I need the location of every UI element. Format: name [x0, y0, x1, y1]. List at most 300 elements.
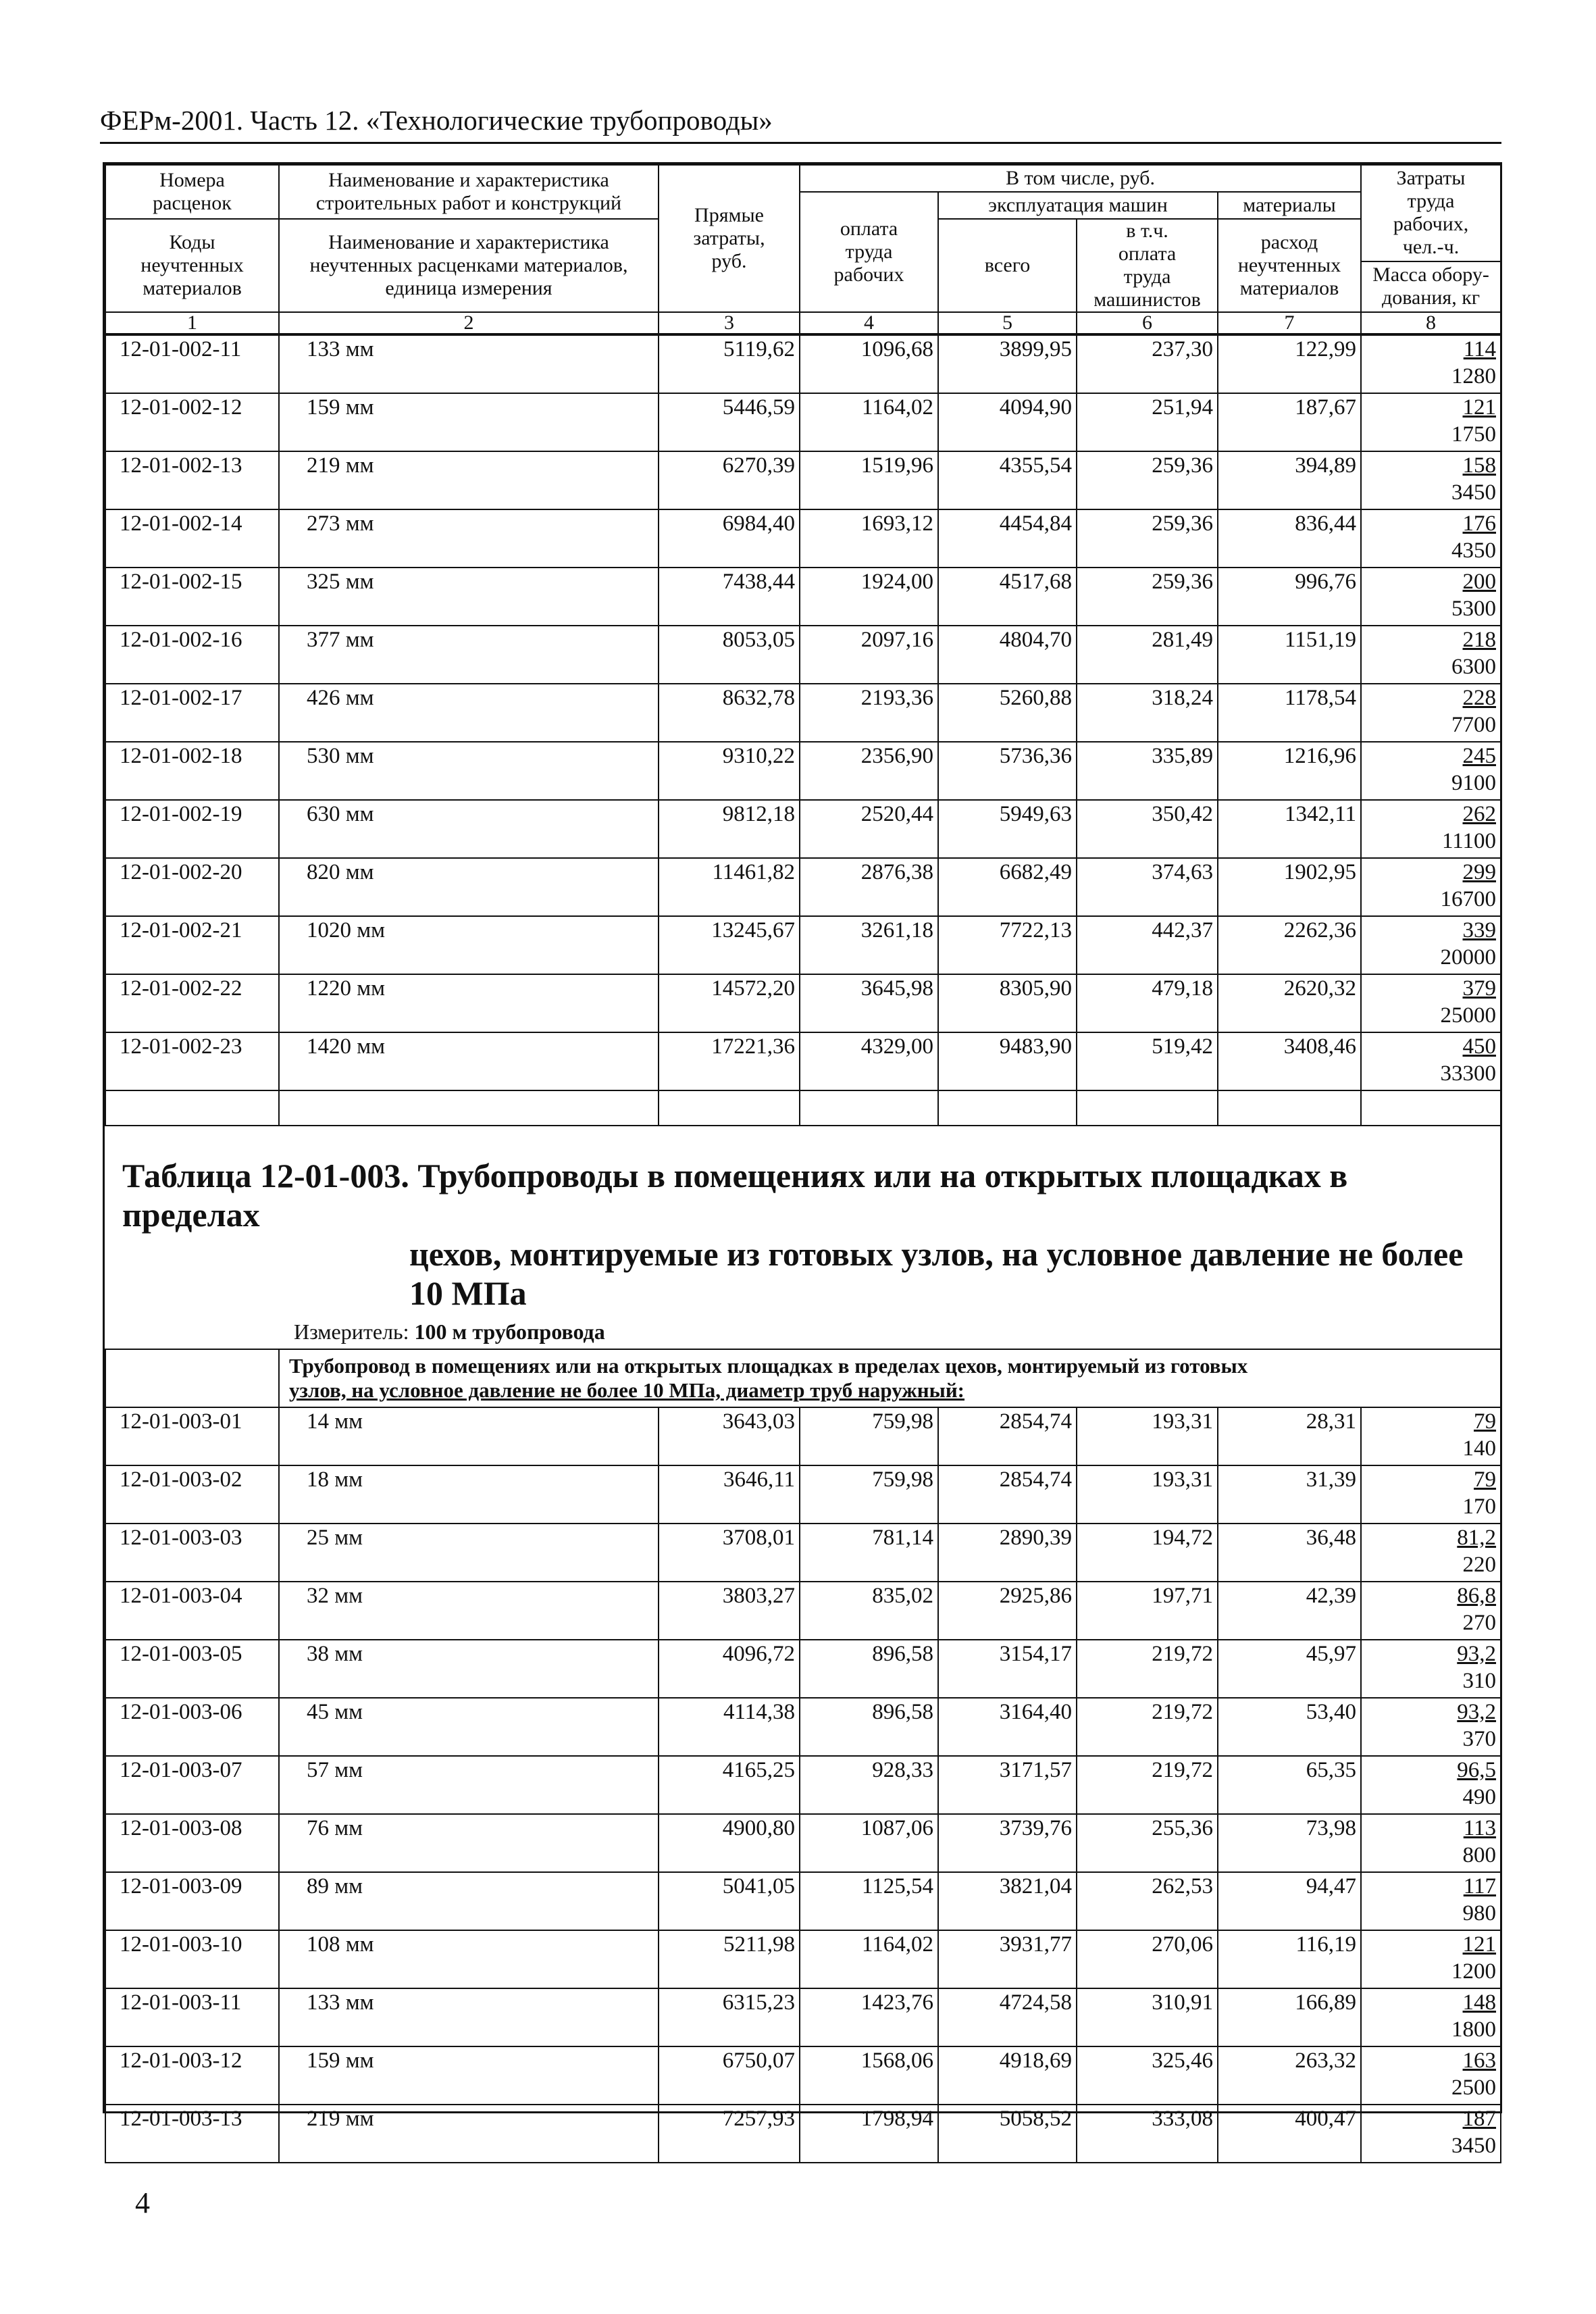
labor-hours-mass-cell: [1361, 1988, 1501, 2046]
materials-cost-cell: 166,89: [1218, 1988, 1361, 2046]
machines-total-cell: 2854,74: [938, 1407, 1077, 1465]
table-12-01-003-heading: [105, 1126, 1500, 1349]
labor-hours-value: 187: [1462, 2107, 1497, 2131]
rate-code-cell: 12-01-002-21: [105, 916, 279, 974]
table-row: [105, 800, 1501, 858]
rate-code-cell: 12-01-003-01: [105, 1407, 279, 1465]
labor-hours-value: 245: [1462, 744, 1496, 768]
table-12-01-002-rows: [105, 334, 1501, 1126]
operator-pay-cell: 333,08: [1077, 2105, 1218, 2163]
labor-hours-value: 176: [1462, 511, 1496, 536]
col-machines-total-header: всего: [938, 219, 1077, 312]
labor-hours-value: 262: [1462, 802, 1496, 826]
labor-hours-value: 158: [1462, 453, 1496, 478]
table-row: [105, 2105, 1501, 2163]
table-row: [105, 684, 1501, 742]
direct-costs-cell: 14572,20: [659, 974, 800, 1032]
labor-hours-value: 218: [1462, 628, 1496, 652]
pipe-diameter-cell: 530 мм: [279, 742, 659, 800]
worker-pay-cell: 896,58: [800, 1698, 938, 1756]
table-title: Таблица 12-01-003. Трубопроводы в помещениях или на открытых площадках в пределах цехов, монтируемые из готовых узлов, на условное давление не более 10 МПа: [122, 1157, 1464, 1312]
direct-costs-cell: 3708,01: [659, 1524, 800, 1582]
worker-pay-cell: 781,14: [800, 1524, 938, 1582]
col-worker-pay-header: оплата труда рабочих: [800, 192, 938, 312]
labor-hours-value: 148: [1462, 1990, 1497, 2015]
direct-costs-cell: 4165,25: [659, 1756, 800, 1814]
labor-hours-mass-cell: [1361, 393, 1501, 451]
col-equipment-mass-header: Масса обору- дования, кг: [1361, 261, 1501, 312]
pipe-diameter-cell: 159 мм: [279, 393, 659, 451]
direct-costs-cell: 8632,78: [659, 684, 800, 742]
labor-hours-mass-cell: [1361, 974, 1501, 1032]
pipe-diameter-cell: 219 мм: [279, 451, 659, 509]
rate-code-cell: 12-01-002-14: [105, 509, 279, 568]
direct-costs-cell: 5211,98: [659, 1930, 800, 1988]
machines-total-cell: 5949,63: [938, 800, 1077, 858]
labor-hours-value: 81,2: [1457, 1526, 1497, 1550]
direct-costs-cell: 17221,36: [659, 1032, 800, 1090]
equipment-mass-value: 310: [1462, 1669, 1497, 1693]
operator-pay-cell: 193,31: [1077, 1407, 1218, 1465]
pipe-diameter-cell: 159 мм: [279, 2046, 659, 2105]
pipe-diameter-cell: 133 мм: [279, 335, 659, 393]
rate-code-cell: 12-01-003-04: [105, 1582, 279, 1640]
direct-costs-cell: 3803,27: [659, 1582, 800, 1640]
direct-costs-cell: 4114,38: [659, 1698, 800, 1756]
labor-hours-mass-cell: [1361, 684, 1501, 742]
worker-pay-cell: 1087,06: [800, 1814, 938, 1872]
equipment-mass-value: 5300: [1451, 597, 1496, 621]
worker-pay-cell: 1164,02: [800, 1930, 938, 1988]
table-12-01-003-rows: [105, 1349, 1501, 2163]
direct-costs-cell: 11461,82: [659, 858, 800, 916]
operator-pay-cell: 270,06: [1077, 1930, 1218, 1988]
operator-pay-cell: 262,53: [1077, 1872, 1218, 1930]
rate-code-cell: 12-01-002-13: [105, 451, 279, 509]
machines-total-cell: 9483,90: [938, 1032, 1077, 1090]
equipment-mass-value: 11100: [1441, 829, 1496, 853]
rate-code-cell: 12-01-003-02: [105, 1465, 279, 1524]
pipe-diameter-cell: 25 мм: [279, 1524, 659, 1582]
labor-hours-value: 96,5: [1457, 1758, 1497, 1782]
rates-table-frame: [103, 162, 1502, 2158]
operator-pay-cell: 237,30: [1077, 335, 1218, 393]
group-machines-header: эксплуатация машин: [938, 192, 1218, 219]
labor-hours-value: 93,2: [1457, 1700, 1497, 1724]
table-row: [105, 858, 1501, 916]
equipment-mass-value: 20000: [1440, 945, 1496, 970]
direct-costs-cell: 5119,62: [659, 335, 800, 393]
direct-costs-cell: 3643,03: [659, 1407, 800, 1465]
operator-pay-cell: 255,36: [1077, 1814, 1218, 1872]
rate-code-cell: 12-01-003-13: [105, 2105, 279, 2163]
table-row: [105, 974, 1501, 1032]
machines-total-cell: 3164,40: [938, 1698, 1077, 1756]
col-material-code-header: Коды неучтенных материалов: [105, 219, 279, 312]
table-row: [105, 393, 1501, 451]
machines-total-cell: 2890,39: [938, 1524, 1077, 1582]
pipe-diameter-cell: 89 мм: [279, 1872, 659, 1930]
materials-cost-cell: 1151,19: [1218, 626, 1361, 684]
equipment-mass-value: 270: [1462, 1611, 1497, 1635]
equipment-mass-value: 140: [1462, 1436, 1497, 1461]
labor-hours-mass-cell: [1361, 1524, 1501, 1582]
equipment-mass-value: 800: [1462, 1843, 1497, 1867]
worker-pay-cell: 1096,68: [800, 335, 938, 393]
materials-cost-cell: 1902,95: [1218, 858, 1361, 916]
materials-cost-cell: 28,31: [1218, 1407, 1361, 1465]
machines-total-cell: 4724,58: [938, 1988, 1077, 2046]
operator-pay-cell: 193,31: [1077, 1465, 1218, 1524]
operator-pay-cell: 259,36: [1077, 568, 1218, 626]
labor-hours-value: 121: [1462, 395, 1496, 420]
rate-code-cell: 12-01-002-17: [105, 684, 279, 742]
rate-code-cell: 12-01-003-06: [105, 1698, 279, 1756]
machines-total-cell: 8305,90: [938, 974, 1077, 1032]
pipe-diameter-cell: 18 мм: [279, 1465, 659, 1524]
operator-pay-cell: 310,91: [1077, 1988, 1218, 2046]
machines-total-cell: 4355,54: [938, 451, 1077, 509]
pipe-diameter-cell: 1420 мм: [279, 1032, 659, 1090]
machines-total-cell: 5058,52: [938, 2105, 1077, 2163]
document-title: ФЕРм-2001. Часть 12. «Технологические трубопроводы»: [100, 105, 773, 136]
table-row: [105, 1582, 1501, 1640]
machines-total-cell: 2925,86: [938, 1582, 1077, 1640]
operator-pay-cell: 325,46: [1077, 2046, 1218, 2105]
pipe-diameter-cell: 219 мм: [279, 2105, 659, 2163]
table-row: [105, 1930, 1501, 1988]
labor-hours-mass-cell: [1361, 1582, 1501, 1640]
labor-hours-mass-cell: [1361, 1032, 1501, 1090]
direct-costs-cell: 7257,93: [659, 2105, 800, 2163]
rate-code-cell: 12-01-003-08: [105, 1814, 279, 1872]
col-materials-header: расход неучтенных материалов: [1218, 219, 1361, 312]
labor-hours-mass-cell: [1361, 916, 1501, 974]
equipment-mass-value: 2500: [1451, 2076, 1497, 2100]
table-row: [105, 1640, 1501, 1698]
equipment-mass-value: 4350: [1451, 538, 1496, 563]
worker-pay-cell: 896,58: [800, 1640, 938, 1698]
labor-hours-value: 117: [1463, 1874, 1497, 1898]
rate-code-cell: 12-01-002-23: [105, 1032, 279, 1090]
materials-cost-cell: 400,47: [1218, 2105, 1361, 2163]
direct-costs-cell: 6315,23: [659, 1988, 800, 2046]
materials-cost-cell: 53,40: [1218, 1698, 1361, 1756]
labor-hours-value: 339: [1462, 918, 1496, 942]
labor-hours-mass-cell: [1361, 2046, 1501, 2105]
machines-total-cell: 4094,90: [938, 393, 1077, 451]
materials-cost-cell: 394,89: [1218, 451, 1361, 509]
table-row: [105, 742, 1501, 800]
labor-hours-mass-cell: [1361, 1698, 1501, 1756]
equipment-mass-value: 490: [1462, 1785, 1497, 1809]
operator-pay-cell: 259,36: [1077, 509, 1218, 568]
rate-code-cell: 12-01-002-12: [105, 393, 279, 451]
operator-pay-cell: 374,63: [1077, 858, 1218, 916]
operator-pay-cell: 219,72: [1077, 1756, 1218, 1814]
table-row: [105, 2046, 1501, 2105]
worker-pay-cell: 3645,98: [800, 974, 938, 1032]
table-row: [105, 626, 1501, 684]
materials-cost-cell: 94,47: [1218, 1872, 1361, 1930]
labor-hours-mass-cell: [1361, 1407, 1501, 1465]
col-direct-costs-header: Прямые затраты, руб.: [659, 165, 800, 312]
machines-total-cell: 3821,04: [938, 1872, 1077, 1930]
machines-total-cell: 3171,57: [938, 1756, 1077, 1814]
materials-cost-cell: 1216,96: [1218, 742, 1361, 800]
operator-pay-cell: 519,42: [1077, 1032, 1218, 1090]
machines-total-cell: 3739,76: [938, 1814, 1077, 1872]
materials-cost-cell: 1178,54: [1218, 684, 1361, 742]
column-numbers-row: 1 2 3 4 5 6 7 8: [105, 312, 1501, 334]
labor-hours-value: 79: [1474, 1409, 1497, 1434]
labor-hours-value: 379: [1462, 976, 1496, 1001]
rate-code-cell: 12-01-003-10: [105, 1930, 279, 1988]
pipe-diameter-cell: 630 мм: [279, 800, 659, 858]
pipe-diameter-cell: 45 мм: [279, 1698, 659, 1756]
table-row: [105, 509, 1501, 568]
equipment-mass-value: 370: [1462, 1727, 1497, 1751]
direct-costs-cell: 4096,72: [659, 1640, 800, 1698]
rate-code-cell: 12-01-002-11: [105, 335, 279, 393]
labor-hours-mass-cell: [1361, 1465, 1501, 1524]
worker-pay-cell: 4329,00: [800, 1032, 938, 1090]
direct-costs-cell: 9812,18: [659, 800, 800, 858]
pipe-diameter-cell: 14 мм: [279, 1407, 659, 1465]
pipe-diameter-cell: 32 мм: [279, 1582, 659, 1640]
rate-code-cell: 12-01-003-07: [105, 1756, 279, 1814]
table-row: [105, 1407, 1501, 1465]
operator-pay-cell: 219,72: [1077, 1698, 1218, 1756]
direct-costs-cell: 7438,44: [659, 568, 800, 626]
rate-code-cell: 12-01-002-19: [105, 800, 279, 858]
worker-pay-cell: 2520,44: [800, 800, 938, 858]
pipe-diameter-cell: 273 мм: [279, 509, 659, 568]
materials-cost-cell: 263,32: [1218, 2046, 1361, 2105]
rate-code-cell: 12-01-002-18: [105, 742, 279, 800]
table-row: [105, 1465, 1501, 1524]
col-material-name-header: Наименование и характеристика неучтенных расценками материалов, единица измерения: [279, 219, 659, 312]
worker-pay-cell: 2356,90: [800, 742, 938, 800]
table-end-spacer: [105, 1090, 1501, 1126]
table-row: [105, 1872, 1501, 1930]
direct-costs-cell: 3646,11: [659, 1465, 800, 1524]
table-row: [105, 1756, 1501, 1814]
labor-hours-mass-cell: [1361, 335, 1501, 393]
operator-pay-cell: 442,37: [1077, 916, 1218, 974]
labor-hours-mass-cell: [1361, 1872, 1501, 1930]
operator-pay-cell: 251,94: [1077, 393, 1218, 451]
labor-hours-mass-cell: [1361, 1640, 1501, 1698]
machines-total-cell: 5736,36: [938, 742, 1077, 800]
rate-code-cell: 12-01-002-20: [105, 858, 279, 916]
materials-cost-cell: 996,76: [1218, 568, 1361, 626]
rate-code-cell: 12-01-002-22: [105, 974, 279, 1032]
operator-pay-cell: 197,71: [1077, 1582, 1218, 1640]
operator-pay-cell: 318,24: [1077, 684, 1218, 742]
rate-code-cell: 12-01-002-16: [105, 626, 279, 684]
rate-code-cell: 12-01-002-15: [105, 568, 279, 626]
labor-hours-mass-cell: [1361, 451, 1501, 509]
page-header: [100, 103, 1501, 144]
table-row: [105, 568, 1501, 626]
materials-cost-cell: 65,35: [1218, 1756, 1361, 1814]
machines-total-cell: 3899,95: [938, 335, 1077, 393]
rate-code-cell: 12-01-003-03: [105, 1524, 279, 1582]
labor-hours-value: 79: [1474, 1467, 1497, 1492]
labor-hours-mass-cell: [1361, 742, 1501, 800]
machines-total-cell: 7722,13: [938, 916, 1077, 974]
materials-cost-cell: 36,48: [1218, 1524, 1361, 1582]
labor-hours-value: 450: [1462, 1034, 1496, 1059]
machines-total-cell: 4804,70: [938, 626, 1077, 684]
direct-costs-cell: 9310,22: [659, 742, 800, 800]
machines-total-cell: 3931,77: [938, 1930, 1077, 1988]
direct-costs-cell: 4900,80: [659, 1814, 800, 1872]
machines-total-cell: 4517,68: [938, 568, 1077, 626]
materials-cost-cell: 2620,32: [1218, 974, 1361, 1032]
materials-cost-cell: 122,99: [1218, 335, 1361, 393]
materials-cost-cell: 3408,46: [1218, 1032, 1361, 1090]
labor-hours-mass-cell: [1361, 800, 1501, 858]
worker-pay-cell: 1519,96: [800, 451, 938, 509]
pipe-diameter-cell: 325 мм: [279, 568, 659, 626]
worker-pay-cell: 2876,38: [800, 858, 938, 916]
labor-hours-value: 163: [1462, 2048, 1497, 2073]
materials-cost-cell: 73,98: [1218, 1814, 1361, 1872]
direct-costs-cell: 6270,39: [659, 451, 800, 509]
rate-code-cell: 12-01-003-11: [105, 1988, 279, 2046]
pipeline-subheading: Трубопровод в помещениях или на открытых площадках в пределах цехов, монтируемый из готовых узлов, на условное давление не более 10 МПа, диаметр труб наружный:: [289, 1354, 1248, 1402]
materials-cost-cell: 31,39: [1218, 1465, 1361, 1524]
labor-hours-value: 93,2: [1457, 1642, 1497, 1666]
machines-total-cell: 3154,17: [938, 1640, 1077, 1698]
direct-costs-cell: 6750,07: [659, 2046, 800, 2105]
pipe-diameter-cell: 76 мм: [279, 1814, 659, 1872]
worker-pay-cell: 1693,12: [800, 509, 938, 568]
labor-hours-value: 114: [1463, 337, 1496, 361]
operator-pay-cell: 281,49: [1077, 626, 1218, 684]
pipe-diameter-cell: 133 мм: [279, 1988, 659, 2046]
table-row: [105, 1524, 1501, 1582]
equipment-mass-value: 170: [1462, 1494, 1497, 1519]
equipment-mass-value: 220: [1462, 1553, 1497, 1577]
worker-pay-cell: 759,98: [800, 1465, 938, 1524]
labor-hours-mass-cell: [1361, 1756, 1501, 1814]
worker-pay-cell: 835,02: [800, 1582, 938, 1640]
table-row: [105, 916, 1501, 974]
equipment-mass-value: 16700: [1440, 887, 1496, 911]
equipment-mass-value: 1800: [1451, 2017, 1497, 2042]
equipment-mass-value: 7700: [1451, 713, 1496, 737]
machines-total-cell: 4454,84: [938, 509, 1077, 568]
direct-costs-cell: 8053,05: [659, 626, 800, 684]
measurement-unit: Измеритель: 100 м трубопровода: [294, 1319, 605, 1344]
materials-cost-cell: 42,39: [1218, 1582, 1361, 1640]
worker-pay-cell: 759,98: [800, 1407, 938, 1465]
worker-pay-cell: 2193,36: [800, 684, 938, 742]
rate-code-cell: 12-01-003-05: [105, 1640, 279, 1698]
pipe-diameter-cell: 377 мм: [279, 626, 659, 684]
operator-pay-cell: 350,42: [1077, 800, 1218, 858]
operator-pay-cell: 194,72: [1077, 1524, 1218, 1582]
labor-hours-value: 200: [1462, 570, 1496, 594]
equipment-mass-value: 980: [1462, 1901, 1497, 1926]
materials-cost-cell: 187,67: [1218, 393, 1361, 451]
equipment-mass-value: 3450: [1451, 2134, 1497, 2158]
col-work-name-header: Наименование и характеристика строительных работ и конструкций: [279, 165, 659, 219]
column-header: [105, 164, 1501, 334]
col-rate-number-header: Номера расценок: [105, 165, 279, 219]
materials-cost-cell: 2262,36: [1218, 916, 1361, 974]
labor-hours-value: 228: [1462, 686, 1496, 710]
equipment-mass-value: 1280: [1451, 364, 1496, 388]
materials-cost-cell: 836,44: [1218, 509, 1361, 568]
worker-pay-cell: 2097,16: [800, 626, 938, 684]
group-including-header: В том числе, руб.: [800, 165, 1361, 192]
pipe-diameter-cell: 820 мм: [279, 858, 659, 916]
equipment-mass-value: 33300: [1440, 1061, 1496, 1086]
worker-pay-cell: 1423,76: [800, 1988, 938, 2046]
table-row: [105, 1814, 1501, 1872]
group-materials-header: материалы: [1218, 192, 1361, 219]
pipe-diameter-cell: 1020 мм: [279, 916, 659, 974]
col-labor-hours-header: Затраты труда рабочих, чел.-ч.: [1361, 165, 1501, 261]
table-row: [105, 335, 1501, 393]
equipment-mass-value: 1750: [1451, 422, 1496, 447]
labor-hours-mass-cell: [1361, 2105, 1501, 2163]
operator-pay-cell: 219,72: [1077, 1640, 1218, 1698]
materials-cost-cell: 116,19: [1218, 1930, 1361, 1988]
labor-hours-value: 121: [1462, 1932, 1497, 1957]
operator-pay-cell: 479,18: [1077, 974, 1218, 1032]
worker-pay-cell: 1924,00: [800, 568, 938, 626]
equipment-mass-value: 25000: [1440, 1003, 1496, 1028]
equipment-mass-value: 1200: [1451, 1959, 1497, 1984]
direct-costs-cell: 6984,40: [659, 509, 800, 568]
materials-cost-cell: 45,97: [1218, 1640, 1361, 1698]
labor-hours-value: 299: [1462, 860, 1496, 884]
worker-pay-cell: 1798,94: [800, 2105, 938, 2163]
direct-costs-cell: 5041,05: [659, 1872, 800, 1930]
labor-hours-mass-cell: [1361, 568, 1501, 626]
pipe-diameter-cell: 38 мм: [279, 1640, 659, 1698]
machines-total-cell: 6682,49: [938, 858, 1077, 916]
machines-total-cell: 2854,74: [938, 1465, 1077, 1524]
labor-hours-mass-cell: [1361, 858, 1501, 916]
labor-hours-value: 113: [1463, 1816, 1497, 1840]
table-row: [105, 1988, 1501, 2046]
materials-cost-cell: 1342,11: [1218, 800, 1361, 858]
labor-hours-mass-cell: [1361, 1814, 1501, 1872]
worker-pay-cell: 928,33: [800, 1756, 938, 1814]
labor-hours-mass-cell: [1361, 626, 1501, 684]
equipment-mass-value: 6300: [1451, 655, 1496, 679]
operator-pay-cell: 335,89: [1077, 742, 1218, 800]
table-row: [105, 451, 1501, 509]
pipe-diameter-cell: 1220 мм: [279, 974, 659, 1032]
rate-code-cell: 12-01-003-12: [105, 2046, 279, 2105]
pipe-diameter-cell: 57 мм: [279, 1756, 659, 1814]
subheading-row: [105, 1349, 1501, 1407]
rate-code-cell: 12-01-003-09: [105, 1872, 279, 1930]
pipe-diameter-cell: 108 мм: [279, 1930, 659, 1988]
table-row: [105, 1032, 1501, 1090]
page-number: 4: [135, 2186, 150, 2219]
worker-pay-cell: 3261,18: [800, 916, 938, 974]
col-operator-pay-header: в т.ч. оплата труда машинистов: [1077, 219, 1218, 312]
pipe-diameter-cell: 426 мм: [279, 684, 659, 742]
